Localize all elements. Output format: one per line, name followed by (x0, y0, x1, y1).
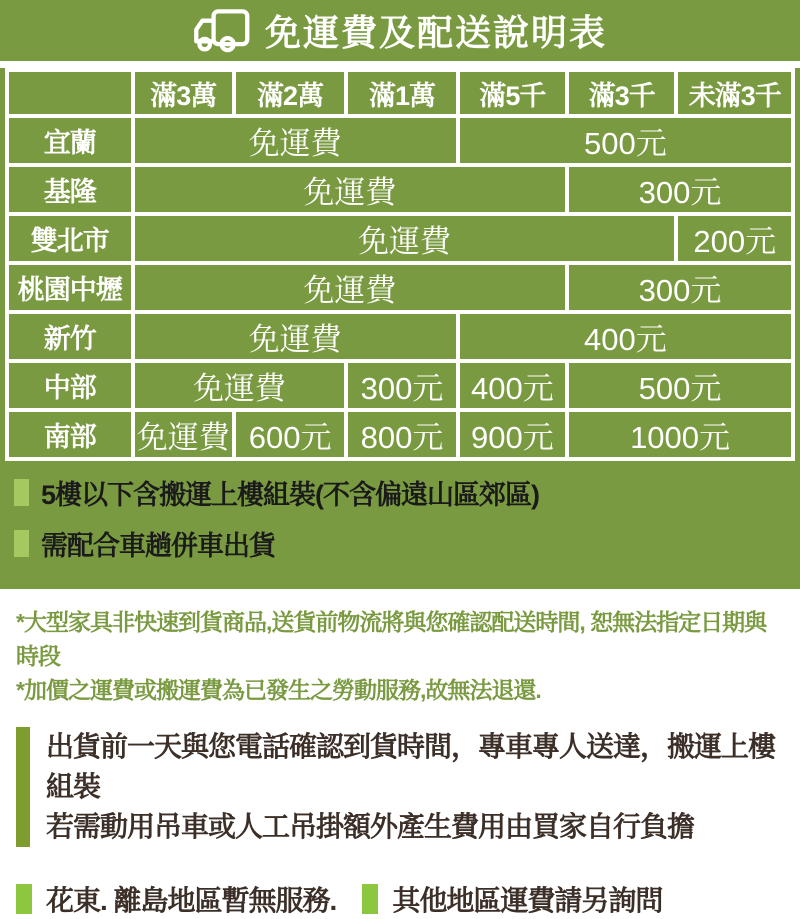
table-row-central (7, 361, 793, 410)
fee-cell: 900元 (458, 410, 567, 459)
fee-cell: 500元 (458, 116, 793, 165)
table-row-keelung (7, 165, 793, 214)
header-cell-over-20k: 滿2萬 (234, 70, 346, 116)
fee-cell: 免運費 (133, 214, 677, 263)
table-row-taoyuan-zhongli (7, 263, 793, 312)
additional-info-section (0, 589, 800, 919)
note-text: 5樓以下含搬運上樓組裝(不含偏遠山區郊區) (41, 480, 539, 510)
table-header-row (7, 70, 793, 116)
fee-cell: 免運費 (133, 361, 347, 410)
note-text: 需配合車趟併車出貨 (41, 531, 275, 561)
page-title: 免運費及配送說明表 (264, 12, 607, 53)
note-other-areas (362, 879, 662, 919)
truck-icon (193, 8, 251, 54)
bottom-notes (16, 879, 788, 919)
region-label: 桃園中壢 (7, 263, 133, 312)
delivery-confirmation-note (16, 727, 788, 847)
note-combined-shipping (14, 524, 786, 563)
fee-cell: 300元 (567, 165, 793, 214)
fee-cell: 500元 (567, 361, 793, 410)
footnote-no-refund: *加價之運費或搬運費為已發生之勞動服務,故無法退還. (16, 677, 541, 703)
fee-cell: 400元 (458, 361, 567, 410)
region-label: 宜蘭 (7, 116, 133, 165)
fee-cell: 免運費 (133, 312, 458, 361)
header-cell-empty (7, 70, 133, 116)
delivery-note-line1: 出貨前一天與您電話確認到貨時間，專車專人送達，搬運上樓組裝 (46, 731, 776, 802)
header-cell-over-5k: 滿5千 (458, 70, 567, 116)
delivery-note-text (46, 727, 788, 847)
square-bullet-icon (14, 530, 29, 557)
green-notes (0, 461, 800, 563)
delivery-note-line2: 若需動用吊車或人工吊掛額外產生費用由買家自行負擔 (46, 811, 695, 842)
table-row-taipei (7, 214, 793, 263)
fee-cell: 200元 (676, 214, 793, 263)
region-label: 中部 (7, 361, 133, 410)
note-text: 其他地區運費請另詢問 (392, 885, 663, 916)
footnote-delivery-time: *大型家具非快速到貨商品,送貨前物流將與您確認配送時間, 恕無法指定日期與時段 (16, 609, 767, 669)
table-row-south (7, 410, 793, 459)
note-text: 花東. 離島地區暫無服務. (46, 885, 337, 916)
fee-cell: 免運費 (133, 165, 568, 214)
footnotes (12, 605, 788, 707)
fee-cell: 300元 (346, 361, 457, 410)
table-row-yilan (7, 116, 793, 165)
fee-cell: 免運費 (133, 116, 458, 165)
region-label: 雙北市 (7, 214, 133, 263)
note-moving-assembly (14, 473, 786, 512)
fee-cell: 免運費 (133, 263, 568, 312)
vertical-bar-icon (16, 727, 30, 847)
fee-cell: 800元 (346, 410, 457, 459)
region-label: 新竹 (7, 312, 133, 361)
table-row-hsinchu (7, 312, 793, 361)
shipping-fee-table (5, 68, 795, 461)
fee-cell: 1000元 (567, 410, 793, 459)
note-no-service-areas (16, 879, 336, 919)
fee-cell: 600元 (234, 410, 346, 459)
fee-cell: 300元 (567, 263, 793, 312)
header-cell-over-30k: 滿3萬 (133, 70, 234, 116)
region-label: 基隆 (7, 165, 133, 214)
fee-cell: 400元 (458, 312, 793, 361)
header-cell-under-3k: 未滿3千 (676, 70, 793, 116)
header-cell-over-10k: 滿1萬 (346, 70, 457, 116)
region-label: 南部 (7, 410, 133, 459)
square-bullet-icon (16, 884, 32, 914)
square-bullet-icon (14, 479, 29, 506)
fee-cell: 免運費 (133, 410, 234, 459)
title-bar (0, 0, 800, 68)
header-cell-over-3k: 滿3千 (567, 70, 676, 116)
square-bullet-icon (362, 884, 378, 914)
